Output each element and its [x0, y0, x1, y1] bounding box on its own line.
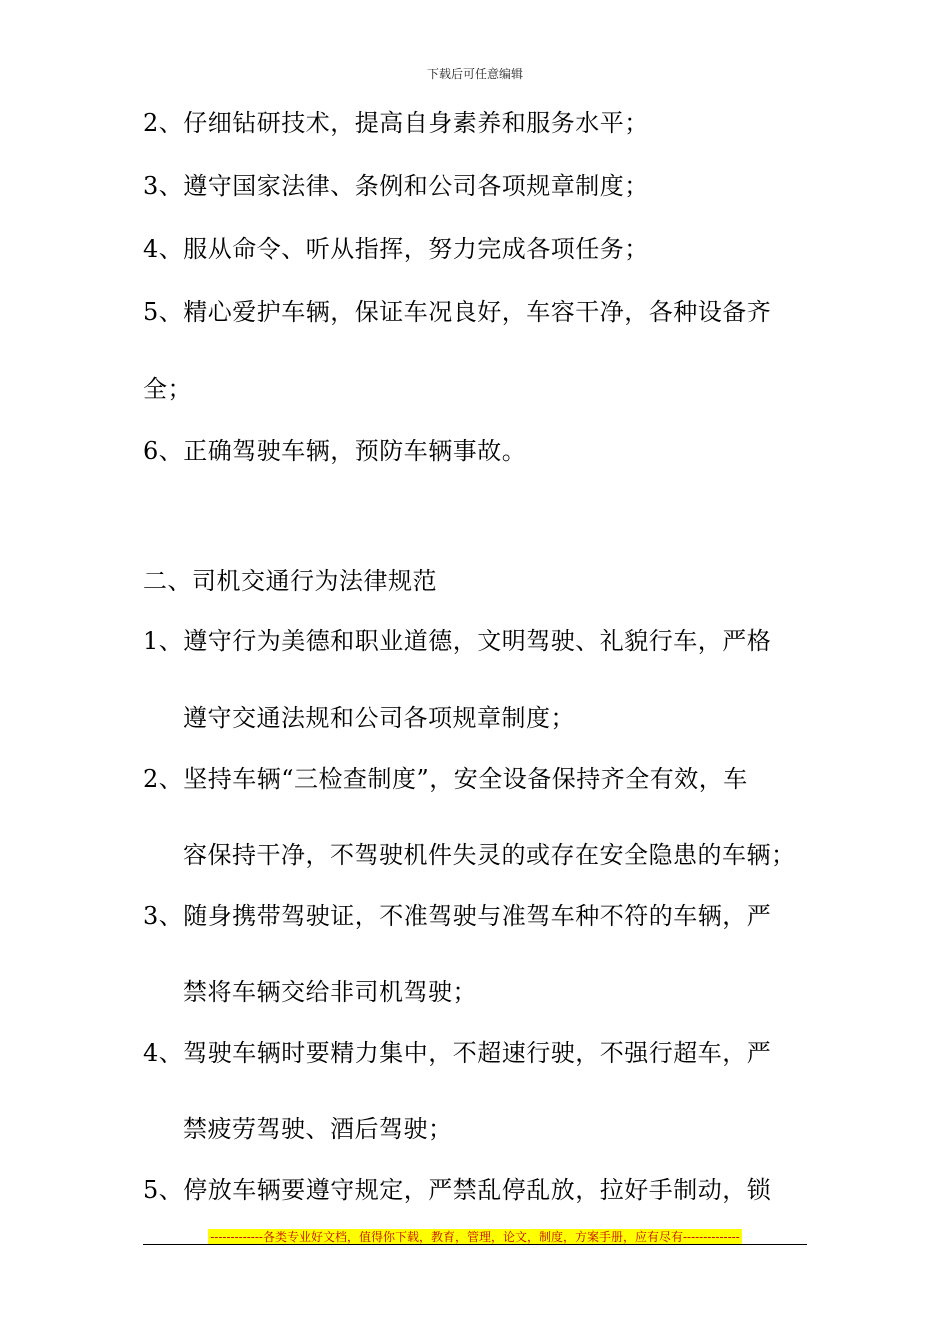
page-header: 下载后可任意编辑	[426, 67, 523, 81]
rule-item-4-continued: 禁疲劳驾驶、酒后驾驶；	[183, 1115, 453, 1143]
rule-item-2-continued: 容保持干净，不驾驶机件失灵的或存在安全隐患的车辆；	[183, 841, 796, 869]
list-item-5: 5、精心爱护车辆，保证车况良好，车容干净，各种设备齐	[143, 298, 772, 326]
footer-divider	[143, 1244, 807, 1245]
list-item-6: 6、正确驾驶车辆，预防车辆事故。	[143, 437, 527, 465]
rule-item-5: 5、停放车辆要遵守规定，严禁乱停乱放，拉好手制动，锁	[143, 1176, 772, 1204]
list-item-4: 4、服从命令、听从指挥，努力完成各项任务；	[143, 235, 649, 263]
rule-item-3-continued: 禁将车辆交给非司机驾驶；	[183, 978, 477, 1006]
rule-item-4: 4、驾驶车辆时要精力集中，不超速行驶，不强行超车，严	[143, 1039, 772, 1067]
list-item-3: 3、遵守国家法律、条例和公司各项规章制度；	[143, 172, 649, 200]
footer-banner-text: -------------各类专业好文档，值得你下载，教育，管理，论文，制度，方案手册，应有尽有--------------	[210, 1230, 740, 1244]
rule-item-2: 2、坚持车辆“三检查制度”，安全设备保持齐全有效，车	[143, 765, 748, 793]
list-item-5-continued: 全；	[143, 375, 192, 403]
footer-banner	[0, 1226, 950, 1245]
rule-item-1-continued: 遵守交通法规和公司各项规章制度；	[183, 704, 575, 732]
section-heading: 二、司机交通行为法律规范	[143, 567, 437, 595]
rule-item-3: 3、随身携带驾驶证，不准驾驶与准驾车种不符的车辆，严	[143, 902, 772, 930]
rule-item-1: 1、遵守行为美德和职业道德，文明驾驶、礼貌行车，严格	[143, 627, 772, 655]
list-item-2: 2、仔细钻研技术，提高自身素养和服务水平；	[143, 109, 649, 137]
